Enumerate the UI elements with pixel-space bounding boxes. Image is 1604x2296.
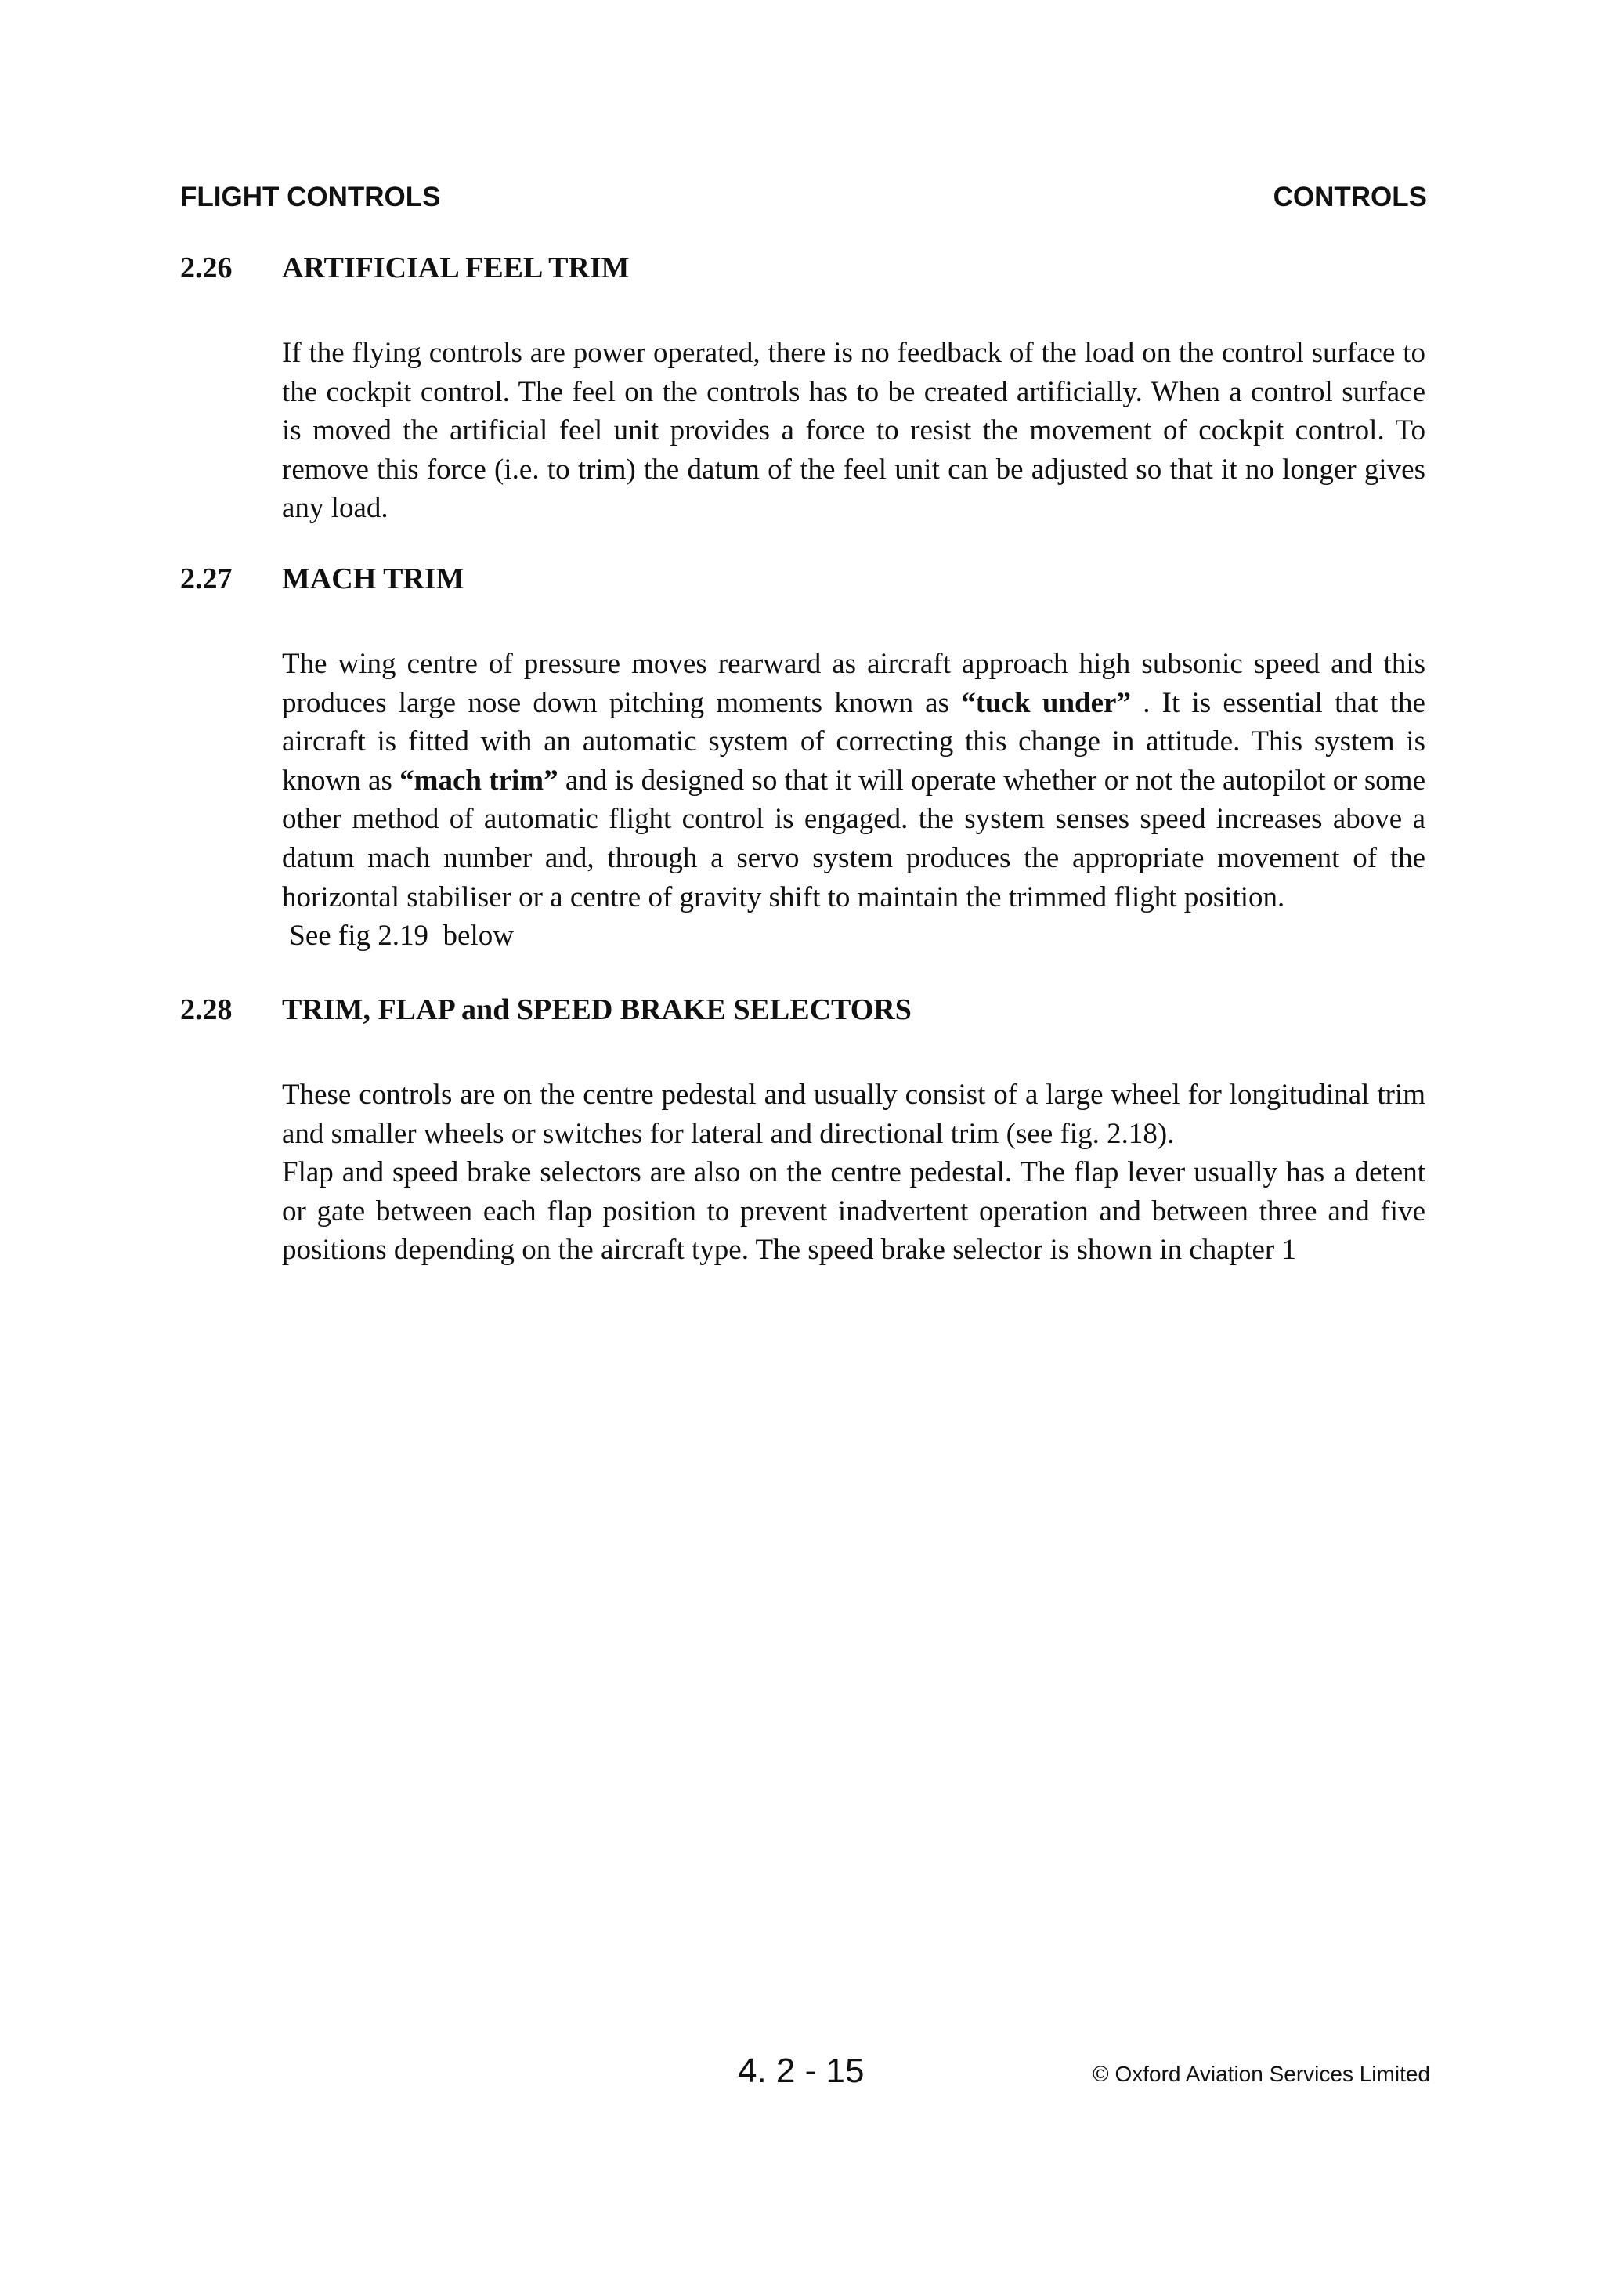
section-heading	[180, 251, 1425, 285]
section-body	[282, 334, 1425, 528]
section-number: 2.27	[180, 562, 233, 595]
text-run: . It is essential that the aircraft is fitted with an automatic system of correcting this change in attitude. This system is known as	[282, 686, 1425, 797]
section-2-28	[180, 993, 1425, 1270]
section-number: 2.26	[180, 251, 233, 284]
section-number: 2.28	[180, 993, 233, 1026]
section-title: MACH TRIM	[282, 562, 464, 595]
copyright-notice: © Oxford Aviation Services Limited	[1093, 2062, 1430, 2086]
page-number: 4. 2 - 15	[738, 2052, 865, 2090]
section-heading	[180, 562, 1425, 596]
section-2-27	[180, 562, 1425, 956]
term-mach-trim: “mach trim”	[399, 764, 558, 797]
paragraph	[282, 645, 1425, 917]
header-section-title: CONTROLS	[1273, 182, 1427, 212]
header-chapter-title: FLIGHT CONTROLS	[180, 182, 441, 212]
text-run: and is designed so that it will operate whether or not the autopilot or some other method of automatic flight control is engaged. the system senses speed increases above a datum mach number and, through a servo system produces the appropriate movement of the horizontal stabiliser or a centre of gravity shift to maintain the trimmed flight position.	[282, 764, 1425, 913]
section-body	[282, 645, 1425, 956]
paragraph: Flap and speed brake selectors are also on the centre pedestal. The flap lever usually has a detent or gate between each flap position to prevent inadvertent operation and between three and five positions depending on the aircraft type. The speed brake selector is shown in chapter 1	[282, 1156, 1425, 1267]
section-title: ARTIFICIAL FEEL TRIM	[282, 251, 630, 284]
paragraph: These controls are on the centre pedestal and usually consist of a large wheel for longitudinal trim and smaller wheels or switches for lateral and directional trim (see fig. 2.18).	[282, 1079, 1425, 1150]
paragraph: If the flying controls are power operated, there is no feedback of the load on the control surface to the cockpit control. The feel on the controls has to be created artificially. When a control surface is moved the artificial feel unit provides a force to resist the movement of cockpit control. To remove this force (i.e. to trim) the datum of the feel unit can be adjusted so that it no longer gives any load.	[282, 337, 1425, 525]
section-heading	[180, 993, 1425, 1027]
figure-reference: See fig 2.19 below	[282, 920, 514, 953]
section-title: TRIM, FLAP and SPEED BRAKE SELECTORS	[282, 993, 912, 1026]
text-run: The wing centre of pressure moves rearward as aircraft approach high subsonic speed and this produces large nose down pitching moments known as	[282, 648, 1425, 719]
term-tuck-under: “tuck under”	[961, 686, 1131, 719]
section-body	[282, 1076, 1425, 1270]
section-2-26	[180, 251, 1425, 528]
